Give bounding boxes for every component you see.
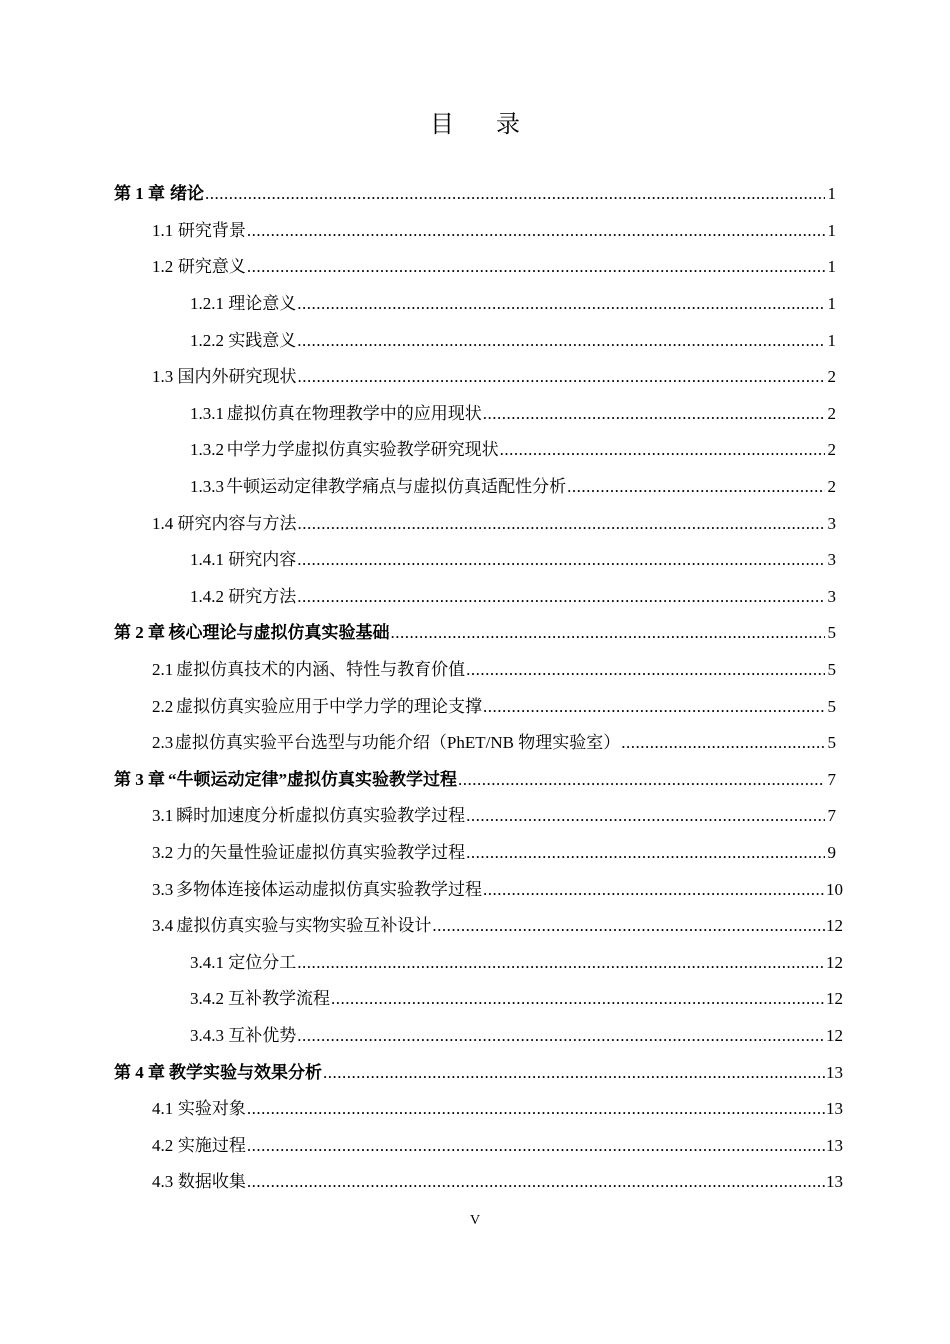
toc-entry-page: 5	[827, 660, 836, 680]
toc-entry-title: 数据收集	[177, 1172, 246, 1192]
toc-dot-leader	[567, 477, 825, 497]
toc-entry-page: 1	[827, 294, 836, 314]
toc-entry-page: 1	[827, 220, 836, 240]
toc-entry-number: 3.4.2	[190, 989, 224, 1009]
toc-entry[interactable]	[0, 542, 950, 579]
toc-entry-page: 13	[826, 1099, 843, 1119]
toc-entry[interactable]	[0, 688, 950, 725]
toc-dot-leader	[323, 1063, 825, 1083]
toc-entry[interactable]	[0, 505, 950, 542]
toc-entry-page: 5	[827, 696, 836, 716]
toc-entry-title: 研究内容	[228, 550, 297, 570]
toc-dot-leader	[297, 294, 825, 314]
toc-entry-page: 2	[827, 367, 836, 387]
toc-entry-title: 虚拟仿真技术的内涵、特性与教育价值	[176, 660, 466, 680]
toc-dot-leader	[458, 770, 825, 790]
toc-entry-title: 实施过程	[177, 1135, 246, 1155]
toc-entry-title: 定位分工	[228, 952, 297, 972]
toc-entry-title: 虚拟仿真在物理教学中的应用现状	[226, 403, 482, 423]
toc-entry-page: 5	[827, 623, 836, 643]
toc-entry-title: 互补优势	[228, 1025, 297, 1045]
toc-entry-title: 互补教学流程	[227, 989, 330, 1009]
toc-entry-page: 12	[826, 916, 843, 936]
toc-entry-title: 理论意义	[228, 294, 297, 314]
toc-entry-number: 第 4 章	[114, 1062, 165, 1082]
toc-dot-leader	[466, 843, 825, 863]
toc-entry-page: 12	[826, 989, 843, 1009]
toc-entry-page: 2	[827, 477, 836, 497]
toc-dot-leader	[297, 550, 825, 570]
toc-dot-leader	[297, 1026, 825, 1046]
toc-dot-leader	[331, 989, 825, 1009]
toc-entry-title: 虚拟仿真实验应用于中学力学的理论支撑	[176, 696, 482, 716]
toc-entry-title: 多物体连接体运动虚拟仿真实验教学过程	[176, 879, 482, 899]
toc-entry-number: 2.2	[152, 696, 174, 716]
toc-entry-title: 教学实验与效果分析	[169, 1062, 323, 1082]
toc-entry[interactable]	[0, 396, 950, 433]
toc-entry[interactable]	[0, 579, 950, 616]
toc-entry-title: 虚拟仿真实验平台选型与功能介绍（PhET/NB 物理实验室）	[174, 733, 621, 753]
toc-entry-number: 1.2	[152, 257, 174, 277]
toc-entry-number: 1.3.2	[190, 440, 224, 460]
toc-dot-leader	[390, 623, 825, 643]
toc-entry-page: 1	[827, 330, 836, 350]
toc-dot-leader	[297, 514, 825, 534]
toc-entry-number: 1.2.2	[190, 330, 224, 350]
toc-entry-title: 核心理论与虚拟仿真实验基础	[168, 623, 390, 643]
toc-entry-title: 牛顿运动定律教学痛点与虚拟仿真适配性分析	[226, 477, 567, 497]
table-of-contents	[0, 176, 950, 1201]
toc-entry-title: 力的矢量性验证虚拟仿真实验教学过程	[176, 842, 466, 862]
toc-entry-page: 13	[826, 1135, 843, 1155]
page-number-footer: V	[469, 1213, 481, 1228]
toc-entry-title: 实验对象	[177, 1099, 246, 1119]
toc-entry-number: 1.4.2	[190, 586, 224, 606]
toc-dot-leader	[247, 1136, 825, 1156]
toc-entry[interactable]	[0, 1164, 950, 1201]
toc-entry-page: 7	[827, 769, 836, 789]
toc-entry-page: 10	[826, 879, 843, 899]
toc-entry[interactable]	[0, 1018, 950, 1055]
toc-dot-leader	[432, 916, 825, 936]
toc-entry[interactable]	[0, 469, 950, 506]
toc-entry-number: 3.4	[152, 916, 174, 936]
toc-entry-page: 12	[826, 1025, 843, 1045]
toc-entry-page: 9	[827, 842, 836, 862]
toc-dot-leader	[247, 221, 825, 241]
toc-dot-leader	[483, 880, 825, 900]
toc-dot-leader	[247, 257, 825, 277]
toc-entry-number: 3.4.1	[190, 952, 224, 972]
toc-entry-page: 13	[826, 1172, 843, 1192]
toc-entry-title: 研究背景	[177, 220, 246, 240]
toc-dot-leader	[466, 660, 825, 680]
toc-entry-number: 第 3 章	[114, 769, 165, 789]
toc-entry-number: 3.2	[152, 842, 174, 862]
toc-dot-leader	[483, 404, 825, 424]
toc-entry-number: 1.3.3	[190, 477, 224, 497]
toc-title: 目 录	[430, 112, 538, 138]
toc-entry-number: 4.1	[152, 1099, 174, 1119]
toc-entry-page: 1	[827, 184, 836, 204]
toc-entry-page: 3	[827, 586, 836, 606]
toc-entry[interactable]	[0, 1127, 950, 1164]
toc-entry[interactable]	[0, 615, 950, 652]
toc-entry-number: 第 1 章	[114, 184, 165, 204]
toc-entry[interactable]	[0, 286, 950, 323]
toc-dot-leader	[483, 697, 825, 717]
toc-entry-page: 2	[827, 440, 836, 460]
toc-entry[interactable]	[0, 359, 950, 396]
toc-entry-title: 虚拟仿真实验与实物实验互补设计	[176, 916, 432, 936]
toc-entry-title: 研究内容与方法	[177, 513, 297, 533]
toc-entry[interactable]	[0, 944, 950, 981]
toc-entry-number: 1.4.1	[190, 550, 224, 570]
toc-entry[interactable]	[0, 1091, 950, 1128]
toc-entry[interactable]	[0, 213, 950, 250]
toc-dot-leader	[297, 953, 825, 973]
toc-dot-leader	[466, 806, 825, 826]
toc-dot-leader	[205, 184, 825, 204]
toc-entry-page: 3	[827, 513, 836, 533]
toc-entry-number: 2.3	[152, 733, 174, 753]
toc-entry-number: 1.4	[152, 513, 174, 533]
toc-dot-leader	[297, 587, 825, 607]
toc-entry[interactable]	[0, 871, 950, 908]
toc-entry-title: 国内外研究现状	[177, 367, 297, 387]
toc-entry-title: 实践意义	[228, 330, 297, 350]
toc-entry-page: 12	[826, 952, 843, 972]
toc-entry-page: 1	[827, 257, 836, 277]
toc-entry[interactable]	[0, 981, 950, 1018]
toc-entry-title: 研究意义	[177, 257, 246, 277]
toc-entry-page: 2	[827, 403, 836, 423]
toc-entry-number: 1.1	[152, 220, 174, 240]
toc-entry-number: 4.2	[152, 1135, 174, 1155]
toc-dot-leader	[621, 733, 825, 753]
toc-entry[interactable]	[0, 835, 950, 872]
toc-entry[interactable]	[0, 725, 950, 762]
toc-entry-title: “牛顿运动定律”虚拟仿真实验教学过程	[167, 769, 457, 789]
toc-entry[interactable]	[0, 249, 950, 286]
toc-entry[interactable]	[0, 1054, 950, 1091]
toc-entry-page: 3	[827, 550, 836, 570]
toc-entry-number: 3.1	[152, 806, 174, 826]
toc-entry-page: 5	[827, 733, 836, 753]
toc-entry-number: 1.3.1	[190, 403, 224, 423]
toc-dot-leader	[500, 440, 825, 460]
toc-entry-page: 13	[826, 1062, 843, 1082]
toc-entry-number: 第 2 章	[114, 623, 165, 643]
toc-entry[interactable]	[0, 322, 950, 359]
toc-entry-number: 4.3	[152, 1172, 174, 1192]
toc-entry-number: 2.1	[152, 660, 174, 680]
toc-entry[interactable]	[0, 762, 950, 799]
toc-entry-title: 研究方法	[228, 586, 297, 606]
toc-entry[interactable]	[0, 652, 950, 689]
toc-entry-number: 3.3	[152, 879, 174, 899]
toc-entry[interactable]	[0, 798, 950, 835]
toc-entry-number: 3.4.3	[190, 1025, 224, 1045]
toc-entry-title: 瞬时加速度分析虚拟仿真实验教学过程	[176, 806, 466, 826]
toc-entry[interactable]	[0, 908, 950, 945]
toc-dot-leader	[247, 1172, 825, 1192]
toc-dot-leader	[247, 1099, 825, 1119]
toc-dot-leader	[297, 367, 825, 387]
toc-entry-title: 中学力学虚拟仿真实验教学研究现状	[226, 440, 499, 460]
toc-entry-number: 1.2.1	[190, 294, 224, 314]
toc-entry-title: 绪论	[169, 184, 204, 204]
toc-entry[interactable]	[0, 176, 950, 213]
toc-dot-leader	[297, 331, 825, 351]
toc-entry-page: 7	[827, 806, 836, 826]
toc-entry[interactable]	[0, 432, 950, 469]
toc-entry-number: 1.3	[152, 367, 174, 387]
